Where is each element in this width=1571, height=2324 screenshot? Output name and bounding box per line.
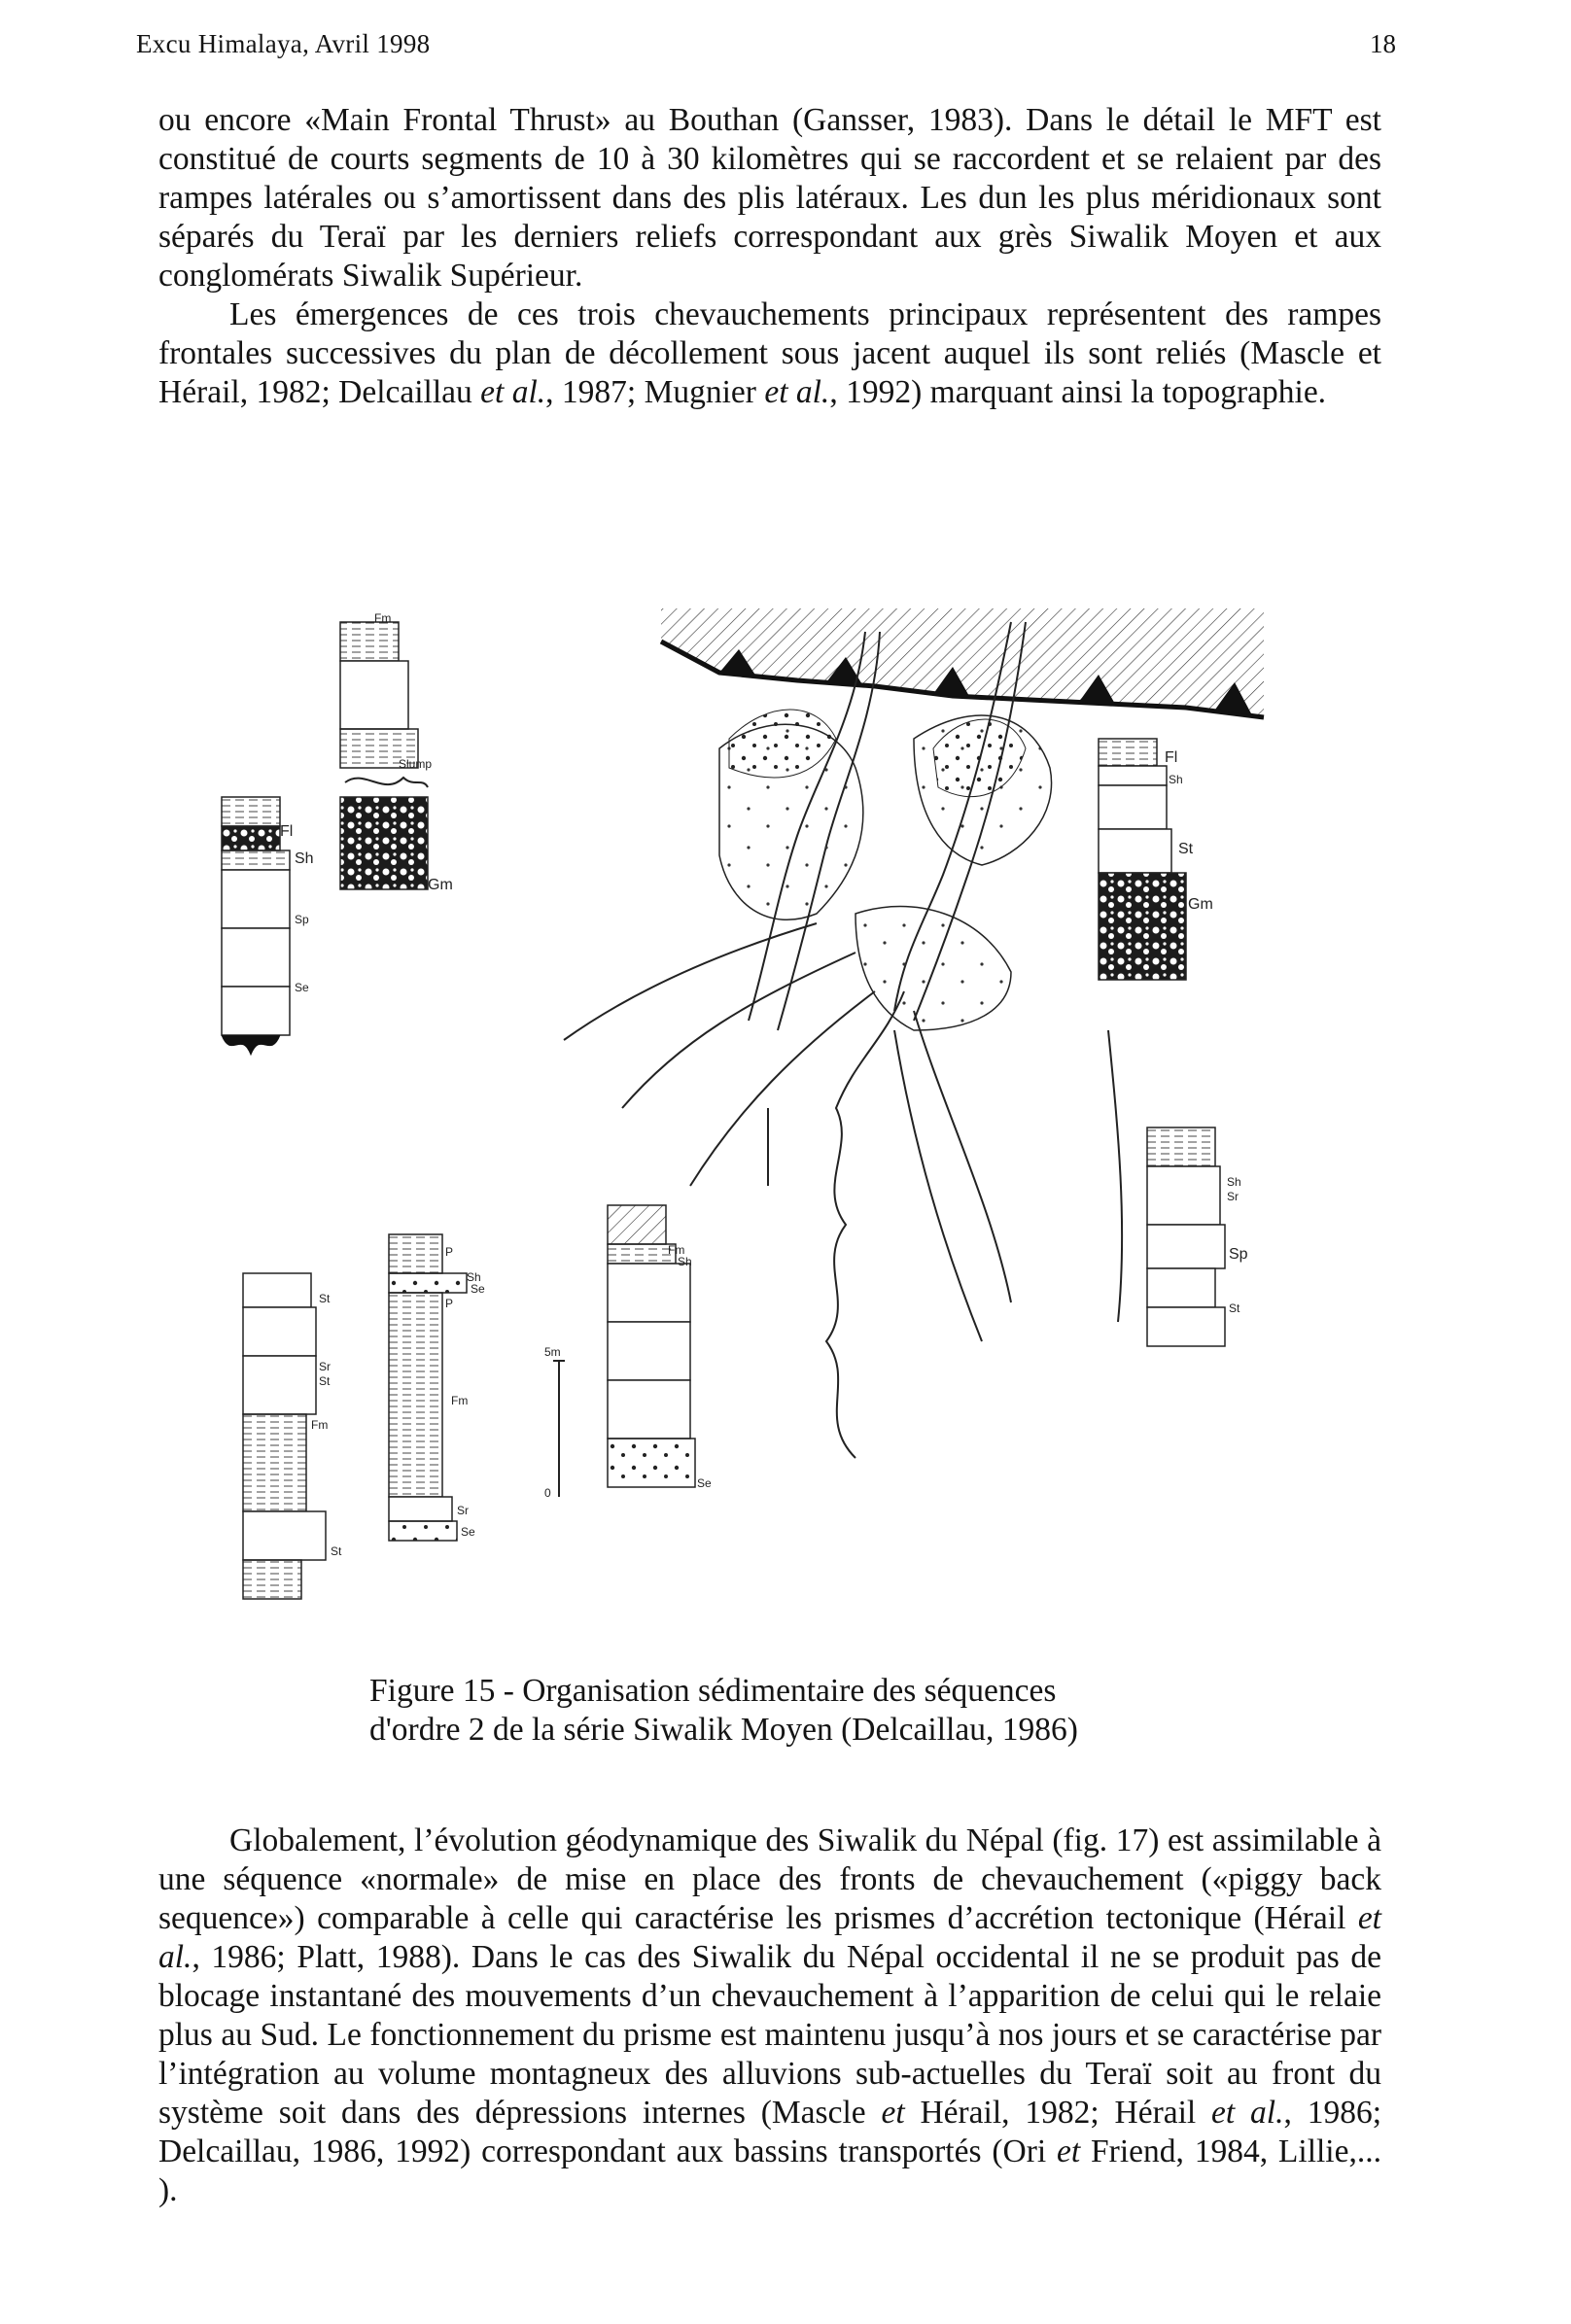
label-sh-f: Sh (678, 1255, 692, 1268)
figure-15-drawing (280, 603, 1283, 1652)
label-st-d2: St (319, 1374, 331, 1388)
label-sh-c: Sh (1227, 1175, 1241, 1189)
label-5m-scale: 5m (544, 1345, 561, 1359)
label-st-c: St (1229, 1301, 1240, 1315)
label-st-b: St (1178, 841, 1194, 857)
thrust-front (661, 608, 1264, 717)
label-p-e2: P (445, 1297, 454, 1310)
column-bottom-center (389, 1234, 485, 1541)
label-st-d3: St (331, 1544, 342, 1558)
page-number: 18 (1370, 29, 1396, 58)
page-header (136, 29, 1396, 68)
label-fm-e: Fm (451, 1394, 469, 1407)
label-fm-d: Fm (311, 1418, 329, 1432)
label-fm-f: Fm (668, 1243, 685, 1257)
column-bottom-right (544, 1205, 712, 1500)
label-sr-d: Sr (319, 1360, 331, 1373)
label-sh-a: Sh (295, 850, 314, 867)
label-fl-a: Fl (280, 823, 294, 840)
figure-caption (369, 1672, 1244, 1750)
column-bottom-left (243, 1273, 342, 1599)
paragraph-2: Les émergences de ces trois chevauchements principaux représentent des rampes frontales successives du plan de décollement sous jacent auquel ils sont reliés (Mascle et Hérail, 1982; Delcaillau et al., 1987; Mugnier et al., 1992) marquant ainsi la topographie. (158, 296, 1381, 410)
label-gm-a: Gm (428, 877, 453, 893)
label-gm-b: Gm (1188, 896, 1213, 913)
label-sh-b: Sh (1169, 773, 1183, 786)
column-left (222, 797, 314, 1055)
label-se-f: Se (697, 1476, 712, 1490)
paragraph-1: ou encore «Main Frontal Thrust» au Bouthan (Gansser, 1983). Dans le détail le MFT est constitué de courts segments de 10 à 30 kilomètres qui se raccordent et se relaient par des rampes latérales ou s’amortissent dans des plis latéraux. Les dun les plus méridionaux sont séparés du Teraï par les derniers reliefs correspondant aux grès Siwalik Moyen et aux conglomérats Siwalik Supérieur. (158, 102, 1381, 294)
label-sr-e: Sr (457, 1504, 469, 1517)
label-sh-e: Sh (467, 1270, 481, 1284)
label-se-e: Se (471, 1282, 485, 1296)
column-right-bottom (1147, 1127, 1248, 1346)
sand-bodies (719, 710, 1052, 1030)
label-sp-c: Sp (1229, 1246, 1248, 1263)
label-st-d: St (319, 1292, 331, 1305)
column-top-left (340, 611, 453, 893)
label-fl-b: Fl (1165, 749, 1178, 766)
label-p-e: P (445, 1245, 454, 1259)
label-scale-zero: 0 (544, 1486, 551, 1500)
label-se-e2: Se (461, 1525, 475, 1539)
label-fm-top: Fm (374, 611, 392, 625)
label-se-a: Se (295, 981, 309, 994)
label-slump: Slump (399, 757, 433, 771)
column-right-top (1099, 739, 1213, 980)
label-sp-a: Sp (295, 913, 309, 926)
running-title: Excu Himalaya, Avril 1998 (136, 29, 431, 58)
label-sr-c: Sr (1227, 1190, 1239, 1203)
caption-line-2: d'ordre 2 de la série Siwalik Moyen (Delcaillau, 1986) (369, 1712, 1078, 1748)
paragraph-3: Globalement, l’évolution géodynamique des Siwalik du Népal (fig. 17) est assimilable à une séquence «normale» de mise en place des fronts de chevauchement («piggy back sequence») comparable à celle qui caractérise les prismes d’accrétion tectonique (Hérail et al., 1986; Platt, 1988). Dans le cas des Siwalik du Népal occidental il ne se produit pas de blocage instantané des mouvements d’un chevauchement à l’apparition de celui qui le relaie plus au Sud. Le fonctionnement du prisme est maintenu jusqu’à nos jours et se caractérise par l’intégration au volume montagneux des alluvions sub-actuelles du Teraï soit au front du système soit dans des dépressions internes (Mascle et Hérail, 1982; Hérail et al., 1986; Delcaillau, 1986, 1992) correspondant aux bassins transportés (Ori et Friend, 1984, Lillie,... ). (158, 1822, 1382, 2208)
figure-15 (280, 603, 1283, 1652)
caption-line-1: Figure 15 - Organisation sédimentaire des séquences (369, 1673, 1057, 1709)
